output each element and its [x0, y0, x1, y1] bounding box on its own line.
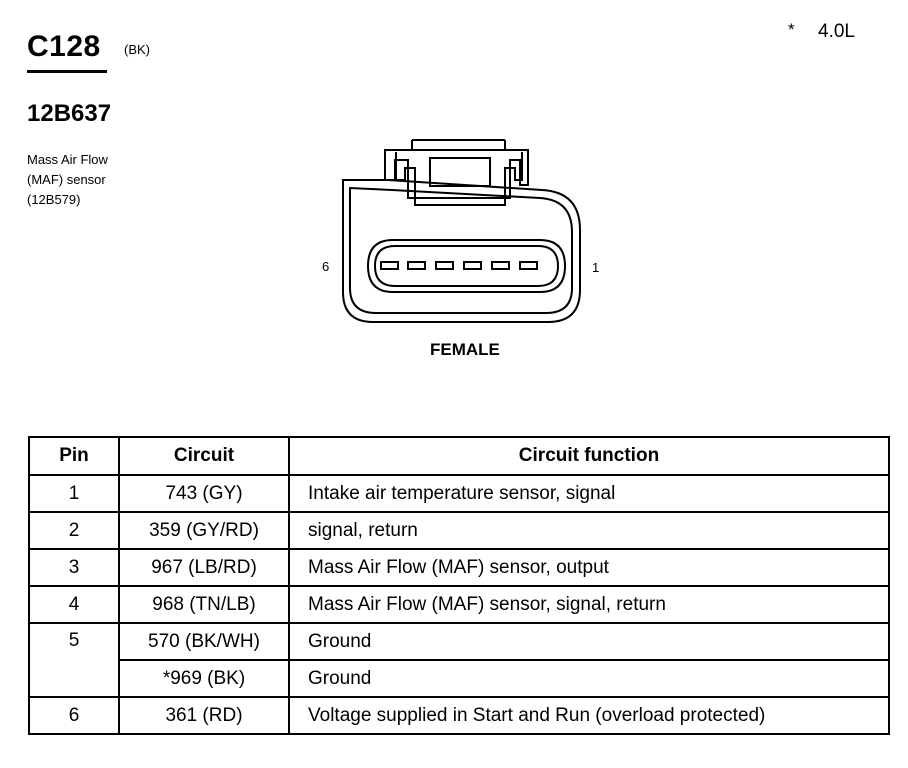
circuit-function: Ground [289, 660, 889, 697]
header-function: Circuit function [289, 437, 889, 475]
variant-engine: 4.0L [818, 21, 855, 42]
component-line: (MAF) sensor [27, 172, 106, 187]
circuit-code: 570 (BK/WH) [119, 623, 289, 660]
table-header-row [29, 437, 889, 475]
circuit-code: 967 (LB/RD) [119, 549, 289, 586]
circuit-function: Mass Air Flow (MAF) sensor, output [289, 549, 889, 586]
pin-slot [436, 262, 453, 269]
pin-number: 5 [29, 623, 119, 697]
table-row [29, 660, 889, 697]
pin-cavity-inner [375, 246, 558, 286]
header-circuit: Circuit [119, 437, 289, 475]
connector-latch [430, 158, 490, 186]
part-number: 12B637 [27, 100, 112, 127]
pin-number: 3 [29, 549, 119, 586]
pin-slot [408, 262, 425, 269]
connector-color: (BK) [124, 42, 150, 57]
circuit-function: Ground [289, 623, 889, 660]
table-row [29, 586, 889, 623]
table-row [29, 623, 889, 660]
pin-slot [492, 262, 509, 269]
pin-slot [520, 262, 537, 269]
table-row [29, 549, 889, 586]
circuit-code: 968 (TN/LB) [119, 586, 289, 623]
pin-label-right: 1 [592, 260, 600, 275]
pin-number: 1 [29, 475, 119, 512]
pin-number: 6 [29, 697, 119, 734]
circuit-code: *969 (BK) [119, 660, 289, 697]
table-row [29, 512, 889, 549]
circuit-function: Intake air temperature sensor, signal [289, 475, 889, 512]
table-row [29, 475, 889, 512]
component-line: (12B579) [27, 192, 81, 207]
header-pin: Pin [29, 437, 119, 475]
circuit-code: 361 (RD) [119, 697, 289, 734]
pin-table [28, 436, 890, 735]
pin-label-left: 6 [322, 259, 330, 274]
circuit-function: Voltage supplied in Start and Run (overload protected) [289, 697, 889, 734]
table-row [29, 697, 889, 734]
pin-slot [381, 262, 398, 269]
circuit-function: Mass Air Flow (MAF) sensor, signal, return [289, 586, 889, 623]
variant-marker: * [788, 20, 795, 39]
connector-inner-shell [350, 188, 572, 313]
circuit-function: signal, return [289, 512, 889, 549]
circuit-code: 743 (GY) [119, 475, 289, 512]
pin-slot [464, 262, 481, 269]
pin-number: 2 [29, 512, 119, 549]
connector-gender-label: FEMALE [430, 340, 500, 359]
pin-number: 4 [29, 586, 119, 623]
connector-id: C128 [27, 30, 101, 63]
component-line: Mass Air Flow [27, 152, 108, 167]
circuit-code: 359 (GY/RD) [119, 512, 289, 549]
